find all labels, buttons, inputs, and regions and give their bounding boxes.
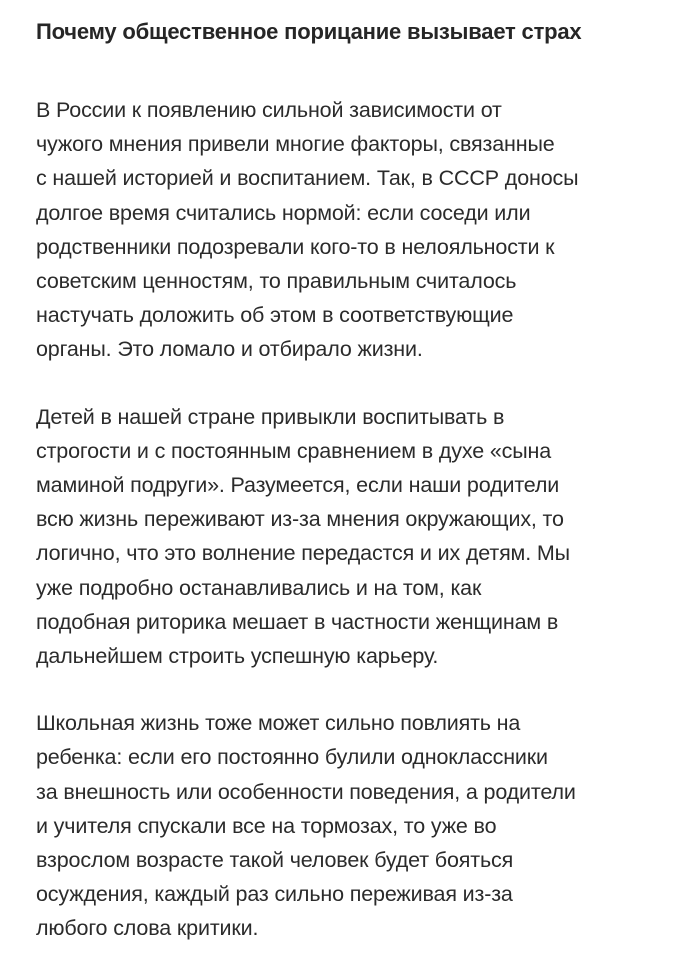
paragraph-line: Детей в нашей стране привыкли воспитывать в	[36, 404, 505, 429]
paragraph-line: дальнейшем строить успешную карьеру.	[36, 644, 439, 669]
paragraph-line: подобная риторика мешает в частности женщинам в	[36, 609, 559, 634]
paragraph-line: советским ценностям, то правильным считалось	[36, 269, 517, 294]
paragraph-line: с нашей историей и воспитанием. Так, в СССР доносы	[36, 166, 579, 191]
paragraph-line: за внешность или особенности поведения, а родители	[36, 779, 576, 804]
article-paragraph	[36, 706, 666, 945]
paragraph-line: и учителя спускали все на тормозах, то уже во	[36, 813, 497, 838]
paragraph-line: всю жизнь переживают из-за мнения окружающих, то	[36, 507, 564, 532]
paragraph-line: родственники подозревали кого-то в нелояльности к	[36, 234, 555, 259]
paragraph-line: осуждения, каждый раз сильно переживая из-за	[36, 882, 513, 907]
paragraph-line: логично, что это волнение передастся и их детям. Мы	[36, 541, 570, 566]
paragraph-line: чужого мнения привели многие факторы, связанные	[36, 132, 555, 157]
paragraph-line: В России к появлению сильной зависимости от	[36, 98, 502, 122]
article-body	[36, 18, 666, 946]
paragraph-line: строгости и с постоянным сравнением в духе «сына	[36, 438, 552, 463]
paragraph-line: долгое время считались нормой: если соседи или	[36, 200, 531, 225]
article-paragraph	[36, 400, 666, 674]
paragraph-line: маминой подруги». Разумеется, если наши родители	[36, 473, 560, 498]
paragraph-line: уже подробно останавливались и на том, как	[36, 575, 482, 600]
paragraph-line: органы. Это ломало и отбирало жизни.	[36, 337, 423, 362]
article-heading: Почему общественное порицание вызывает страх	[36, 19, 582, 44]
paragraph-line: ребенка: если его постоянно булили одноклассники	[36, 745, 548, 770]
paragraph-line: взрослом возрасте такой человек будет бояться	[36, 848, 514, 873]
paragraph-line: любого слова критики.	[36, 916, 259, 941]
paragraph-line: настучать доложить об этом в соответствующие	[36, 303, 514, 328]
paragraph-line: Школьная жизнь тоже может сильно повлиять на	[36, 711, 521, 736]
article-paragraph	[36, 93, 666, 367]
